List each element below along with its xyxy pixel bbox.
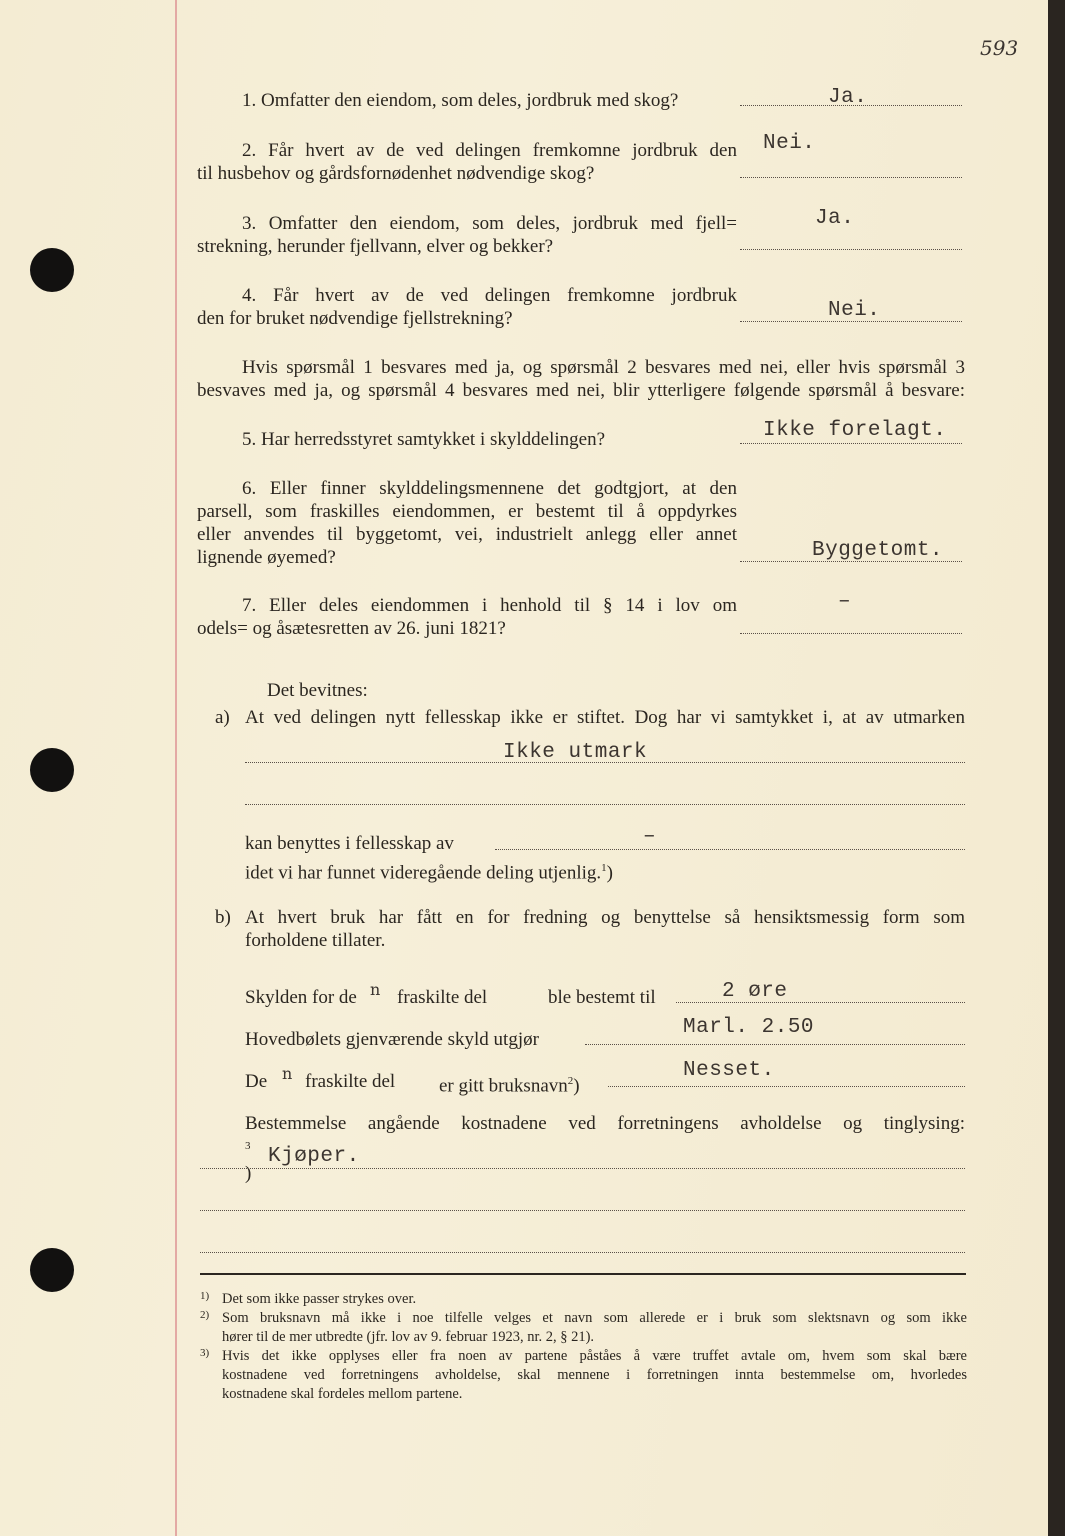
question-7: 7. Eller deles eiendommen i henhold til § 14 i lov om odels= og åsætesretten av 26. juni 1821? [197, 595, 737, 639]
bruksnavn-line [608, 1086, 965, 1087]
answer-line [740, 249, 962, 250]
punch-hole [30, 748, 74, 792]
answer-6: Byggetomt. [812, 539, 944, 562]
hovedbol-answer: Marl. 2.50 [683, 1016, 815, 1039]
item-a-text: At ved delingen nytt fellesskap ikke er stiftet. Dog har vi samtykket i, at av utmarken [245, 707, 965, 728]
question-1: 1. Omfatter den eiendom, som deles, jordbruk med skog? [242, 90, 679, 111]
item-a-label: a) [215, 707, 230, 728]
skylden-line [676, 1002, 965, 1003]
skylden-post: ble bestemt til [548, 987, 656, 1008]
skylden-n: n [370, 980, 381, 999]
blank-line [200, 1210, 965, 1211]
bruksnavn-answer: Nesset. [683, 1059, 775, 1082]
answer-4: Nei. [828, 299, 881, 322]
kostnad-line [200, 1168, 965, 1169]
document-page: 593 1. Omfatter den eiendom, som deles, jordbruk med skog? Ja. 2. Får hvert av de ved delingen fremkomne jordbruk den til husbehov og gårdsfornødenhet nødvendige skog? Nei. 3. Omfatter den eiendom, som deles, jordbruk med fjell= strekning, herunder fjellvann, elver og bekker? Ja. 4. Får hvert av de ved delingen fremkomne jordbruk den for bruket nødvendige fjellstrekning? Nei. Hvis spørsmål 1 besvares med ja, og spørsmål 2 besvares med nei, eller hvis spørsmål 3 besvaves med ja, og spørsmål 4 besvares med nei, blir ytterligere følgende spørsmål å besvare: 5. Har herredsstyret samtykket i skylddelingen? Ikke forelagt. 6. Eller finner skylddelingsmennene det godtgjort, at den parsell, som fraskilles eiendommen, er bestemt til å oppdyrkes eller anvendes til byggetomt, vei, industrielt anlegg eller annet lignende øyemed? Byggetomt. 7. Eller deles eiendommen i henhold til § 14 i lov om odels= og åsætesretten av 26. juni 1821? – Det bevitnes: a) At ved delingen nytt fellesskap ikke er stiftet. Dog har vi samtykket i, at av utmarken Ikke utmark kan benyttes i fellesskap av – idet vi har funnet videregående deling utjenlig.$^1$) b) At hvert bruk har fått en for fredning og benyttelse så hensiktsmessig form som forholdene tillater. Skylden for de n fraskilte del ble bestemt til 2 øre Hovedbølets gjenværende skyld utgjør Marl. 2.50 De n fraskilte del er gitt bruksnavn$^2$) Nesset. Bestemmelse angående kostnadene ved forretningens avholdelse og tinglysing: $^3$ ) Kjøper. 1) Det som ikke passer strykes over. 2) Som bruksnavn må ikke i noe tilfelle velges et navn som allerede er i bruk som slektsnavn og som ikke hører til de mer utbredte (jfr. lov av 9. februar 1923, nr. 2, § 21). 3) Hvis det ikke opplyses eller fra noen av partene påståes å være truffet avtale om, hvem som skal bære kostnadene ved forretningens avholdelse, skal mennene i forretningen innta bestemmelse om, hvorledes kostnadene skal fordeles mellom partene. [0, 0, 1048, 1536]
hovedbol-text: Hovedbølets gjenværende skyld utgjør [245, 1029, 539, 1050]
margin-line [175, 0, 177, 1536]
fellesskap-text: kan benyttes i fellesskap av [245, 833, 454, 854]
hovedbol-line [585, 1044, 965, 1045]
blank-line [200, 1252, 965, 1253]
item-b-text: At hvert bruk har fått en for fredning og benyttelse så hensiktsmessig form som forholdene tillater. [245, 907, 965, 951]
item-b-label: b) [215, 907, 231, 928]
fellesskap-line [495, 849, 965, 850]
answer-3: Ja. [815, 207, 855, 230]
question-3: 3. Omfatter den eiendom, som deles, jordbruk med fjell= strekning, herunder fjellvann, elver og bekker? [197, 213, 737, 257]
utjenlig-text: idet vi har funnet videregående deling utjenlig.$^1$) [245, 862, 613, 884]
condition-paragraph: Hvis spørsmål 1 besvares med ja, og spørsmål 2 besvares med nei, eller hvis spørsmål 3 besvaves med ja, og spørsmål 4 besvares med nei, blir ytterligere følgende spørsmål å besvare: [197, 357, 965, 401]
blank-line [245, 804, 965, 805]
skylden-mid: fraskilte del [397, 987, 488, 1008]
skylden-pre: Skylden for de [245, 987, 357, 1008]
answer-5: Ikke forelagt. [763, 419, 947, 442]
footnote-rule [200, 1273, 966, 1275]
answer-line [740, 633, 962, 634]
bruksnavn-n: n [282, 1064, 293, 1083]
bruksnavn-post: er gitt bruksnavn$^2$) [439, 1075, 580, 1097]
punch-hole [30, 248, 74, 292]
page-number: 593 [980, 36, 1019, 60]
answer-line [740, 443, 962, 444]
answer-line [740, 177, 962, 178]
answer-7: – [838, 590, 852, 613]
bruksnavn-pre: De [245, 1071, 268, 1092]
answer-1: Ja. [828, 86, 868, 109]
punch-hole [30, 1248, 74, 1292]
utmark-answer: Ikke utmark [503, 741, 648, 764]
answer-2: Nei. [763, 132, 816, 155]
kostnad-text: Bestemmelse angående kostnadene ved forretningens avholdelse og tinglysing: $^3$ ) [245, 1113, 965, 1185]
question-2: 2. Får hvert av de ved delingen fremkomne jordbruk den til husbehov og gårdsfornødenhet nødvendige skog? [197, 140, 737, 184]
question-6: 6. Eller finner skylddelingsmennene det godtgjort, at den parsell, som fraskilles eiendommen, er bestemt til å oppdyrkes eller anvendes til byggetomt, vei, industrielt anlegg eller annet lignende øyemed? [197, 478, 737, 568]
fellesskap-answer: – [643, 825, 657, 848]
question-4: 4. Får hvert av de ved delingen fremkomne jordbruk den for bruket nødvendige fjellstrekning? [197, 285, 737, 329]
bruksnavn-mid: fraskilte del [305, 1071, 396, 1092]
bevitnes-heading: Det bevitnes: [267, 680, 368, 701]
kostnad-answer: Kjøper. [268, 1145, 360, 1168]
skylden-answer: 2 øre [722, 980, 788, 1003]
question-5: 5. Har herredsstyret samtykket i skylddelingen? [242, 429, 606, 450]
